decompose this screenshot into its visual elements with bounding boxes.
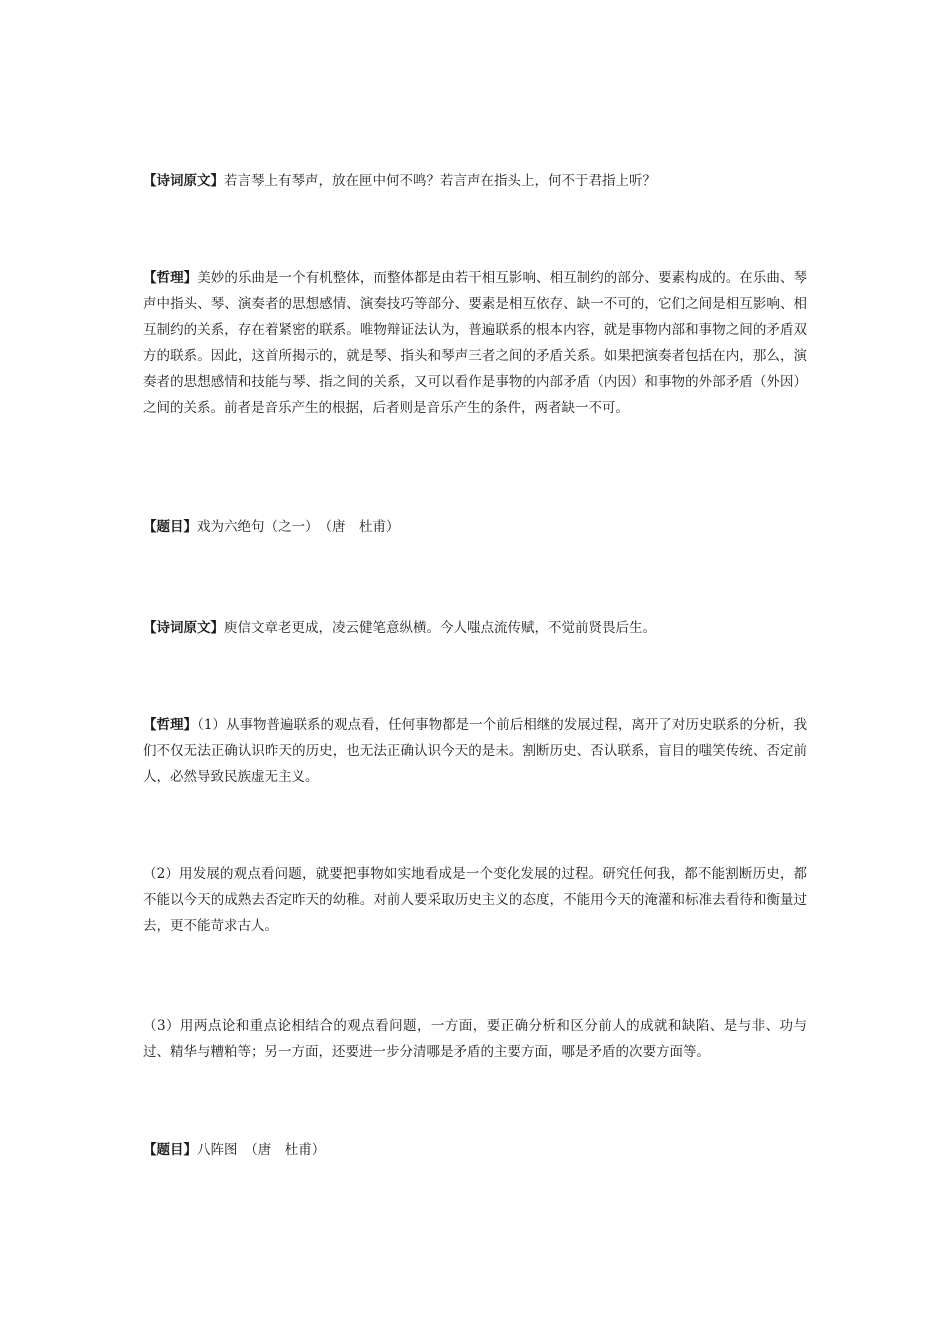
paragraph-text: 庾信文章老更成，凌云健笔意纵横。今人嗤点流传赋，不觉前贤畏后生。: [224, 620, 656, 636]
philosophy-paragraph-2: [143, 712, 807, 790]
section-tag: 【题目】: [143, 1142, 197, 1158]
paragraph-text: 戏为六绝句（之一） （唐 杜甫）: [197, 519, 400, 535]
title-heading-2: [143, 1137, 807, 1163]
philosophy-paragraph-1: [143, 265, 807, 421]
paragraph-text: （1）从事物普遍联系的观点看，任何事物都是一个前后相继的发展过程，离开了对历史联系的分析，我们不仅无法正确认识昨天的历史，也无法正确认识今天的是未。割断历史、否认联系，盲目的嗤笑传统、否定前人，必然导致民族虚无主义。: [143, 717, 808, 785]
paragraph-text: 八阵图 （唐 杜甫）: [197, 1142, 326, 1158]
paragraph-text: （2）用发展的观点看问题，就要把事物如实地看成是一个变化发展的过程。研究任何我，都不能割断历史，都不能以今天的成熟去否定昨天的幼稚。对前人要采取历史主义的态度，不能用今天的淹灌和标准去看待和衡量过去，更不能苛求古人。: [143, 866, 807, 934]
poem-original-text-2: [143, 615, 807, 641]
section-tag: 【哲理】: [143, 270, 198, 286]
paragraph-text: 若言琴上有琴声，放在匣中何不鸣？若言声在指头上，何不于君指上听？: [224, 173, 656, 189]
section-tag: 【哲理】: [143, 717, 198, 733]
philosophy-point-3: [143, 1013, 807, 1065]
philosophy-point-2: [143, 861, 807, 939]
paragraph-text: 美妙的乐曲是一个有机整体，而整体都是由若干相互影响、相互制约的部分、要素构成的。在乐曲、琴声中指头、琴、演奏者的思想感情、演奏技巧等部分、要素是相互依存、缺一不可的，它们之间是相互影响、相互制约的关系，存在着紧密的联系。唯物辩证法认为，普遍联系的根本内容，就是事物内部和事物之间的矛盾双方的联系。因此，这首所揭示的，就是琴、指头和琴声三者之间的矛盾关系。如果把演奏者包括在内，那么，演奏者的思想感情和技能与琴、指之间的关系，又可以看作是事物的内部矛盾（内因）和事物的外部矛盾（外因）之间的关系。前者是音乐产生的根据，后者则是音乐产生的条件，两者缺一不可。: [143, 270, 808, 416]
poem-original-text-1: [143, 168, 807, 194]
section-tag: 【诗词原文】: [143, 173, 224, 189]
paragraph-text: （3）用两点论和重点论相结合的观点看问题，一方面，要正确分析和区分前人的成就和缺陷、是与非、功与过、精华与糟粕等；另一方面，还要进一步分清哪是矛盾的主要方面，哪是矛盾的次要方面等。: [143, 1018, 807, 1060]
section-tag: 【题目】: [143, 519, 197, 535]
section-tag: 【诗词原文】: [143, 620, 224, 636]
title-heading-1: [143, 514, 807, 540]
